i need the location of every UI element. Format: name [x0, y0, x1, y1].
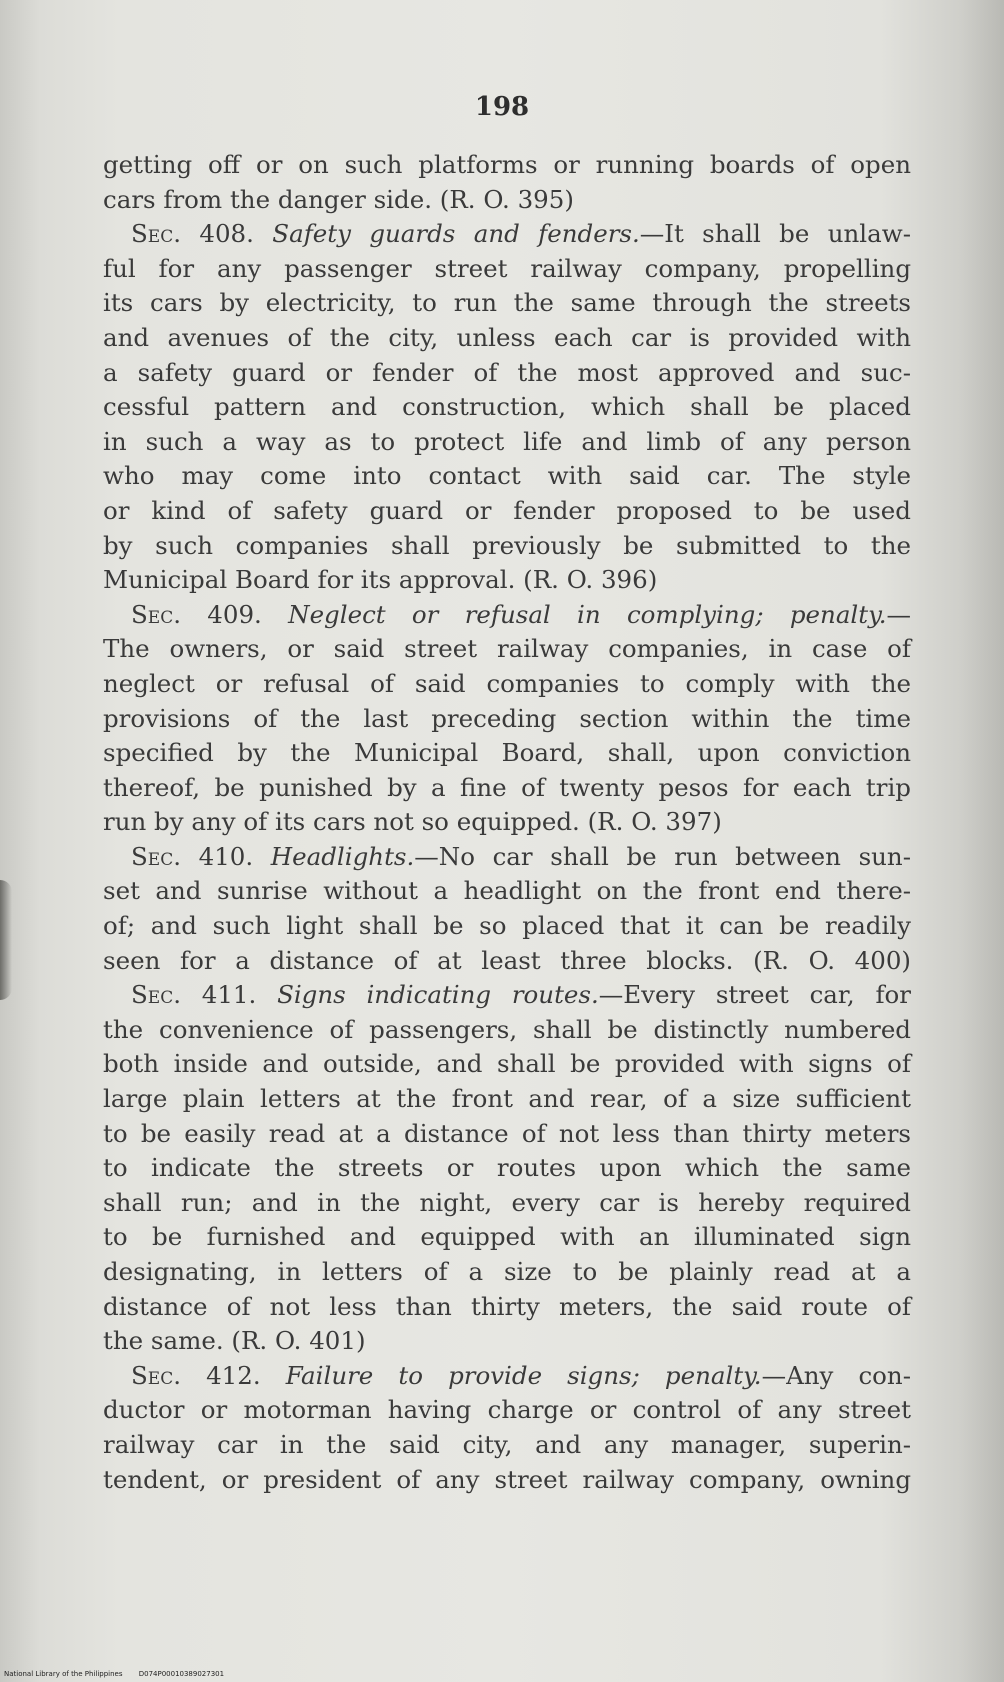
line-text: large plain letters at the front and rear, of a size sufficient: [103, 1084, 911, 1114]
text-line: [103, 217, 911, 252]
text-line: [103, 978, 911, 1013]
text-line: [103, 252, 911, 287]
text-line: [103, 563, 911, 598]
line-text: designating, in letters of a size to be plainly read at a: [103, 1257, 911, 1286]
text-line: [103, 840, 911, 875]
text-line: [103, 632, 911, 667]
line-text: ductor or motorman having charge or control of any street: [103, 1395, 911, 1425]
text-line: [103, 805, 911, 840]
line-text: tendent, or president of any street railway company, owning: [103, 1464, 911, 1494]
text-line: [103, 286, 911, 321]
text-line: [103, 529, 911, 564]
text-line: [103, 390, 911, 425]
line-text: by such companies shall previously be submitted to the: [103, 530, 911, 560]
text-line: [103, 148, 911, 183]
line-text: provisions of the last preceding section within the time: [103, 703, 911, 733]
text-line: [103, 183, 911, 218]
line-text: —It shall be unlaw-: [639, 219, 911, 249]
section-number: Sec. 412.: [131, 1360, 286, 1390]
line-text: railway car in the said city, and any manager, superin-: [103, 1429, 911, 1459]
line-text: cessful pattern and construction, which shall be placed: [103, 392, 911, 422]
text-line: [103, 1428, 911, 1463]
text-line: [103, 1151, 911, 1186]
text-line: [103, 667, 911, 702]
line-text: distance of not less than thirty meters, the said route of: [103, 1291, 911, 1321]
line-text: cars from the danger side. (R. O. 395): [103, 184, 574, 214]
text-line: [103, 356, 911, 391]
line-text: specified by the Municipal Board, shall, upon conviction: [103, 738, 911, 768]
text-line: [103, 459, 911, 494]
section-number: Sec. 410.: [131, 841, 271, 871]
section-number: Sec. 409.: [131, 599, 289, 629]
text-line: [103, 1324, 911, 1359]
line-text: to be furnished and equipped with an illuminated sign: [103, 1222, 911, 1252]
line-text: the same. (R. O. 401): [103, 1326, 366, 1356]
line-text: to be easily read at a distance of not less than thirty meters: [103, 1118, 911, 1148]
section-heading: Headlights.: [270, 841, 415, 871]
text-line: [103, 1359, 911, 1394]
text-line: [103, 1463, 911, 1498]
text-line: [103, 771, 911, 806]
text-line: [103, 944, 911, 979]
text-line: [103, 425, 911, 460]
line-text: in such a way as to protect life and limb of any person: [103, 426, 911, 456]
text-line: [103, 1255, 911, 1290]
text-line: [103, 1220, 911, 1255]
text-line: [103, 1082, 911, 1117]
line-text: thereof, be punished by a fine of twenty pesos for each trip: [103, 772, 911, 802]
line-text: and avenues of the city, unless each car is provided with: [103, 322, 911, 352]
line-text: run by any of its cars not so equipped. (R. O. 397): [103, 807, 722, 837]
line-text: —: [886, 599, 911, 629]
text-line: [103, 1186, 911, 1221]
footer-library: National Library of the Philippines: [4, 1670, 123, 1678]
text-line: [103, 1393, 911, 1428]
line-text: The owners, or said street railway companies, in case of: [103, 634, 911, 664]
text-line: [103, 909, 911, 944]
line-text: —Any con-: [761, 1360, 911, 1390]
page-number: 198: [474, 92, 530, 122]
line-text: —Every street car, for: [598, 980, 911, 1010]
line-text: who may come into contact with said car. The style: [103, 461, 911, 491]
line-text: to indicate the streets or routes upon which the same: [103, 1153, 911, 1183]
line-text: the convenience of passengers, shall be distinctly numbered: [103, 1014, 911, 1044]
text-line: [103, 1047, 911, 1082]
line-text: or kind of safety guard or fender proposed to be used: [103, 495, 911, 525]
section-heading: Safety guards and fenders.: [272, 219, 640, 249]
line-text: getting off or on such platforms or running boards of open: [103, 150, 911, 179]
text-line: [103, 1117, 911, 1152]
line-text: Municipal Board for its approval. (R. O. 396): [103, 565, 658, 595]
line-text: ful for any passenger street railway company, propelling: [103, 253, 911, 283]
binding-shadow: [0, 880, 12, 1000]
text-line: [103, 598, 911, 633]
line-text: a safety guard or fender of the most approved and suc-: [103, 357, 911, 387]
line-text: neglect or refusal of said companies to comply with the: [103, 668, 911, 698]
section-heading: Neglect or refusal in complying; penalty.: [288, 599, 887, 629]
line-text: set and sunrise without a headlight on the front end there-: [103, 876, 911, 906]
text-line: [103, 321, 911, 356]
line-text: —No car shall be run between sun-: [414, 841, 911, 871]
text-line: [103, 1290, 911, 1325]
text-line: [103, 874, 911, 909]
section-number: Sec. 408.: [131, 219, 273, 249]
text-line: [103, 702, 911, 737]
body-text: [103, 148, 911, 1497]
line-text: shall run; and in the night, every car is hereby required: [103, 1187, 911, 1217]
text-line: [103, 736, 911, 771]
scan-footer: [4, 1670, 238, 1678]
line-text: both inside and outside, and shall be provided with signs of: [103, 1049, 911, 1079]
section-heading: Signs indicating routes.: [277, 980, 599, 1010]
section-number: Sec. 411.: [131, 980, 278, 1010]
line-text: of; and such light shall be so placed that it can be readily: [103, 911, 911, 941]
text-line: [103, 1013, 911, 1048]
line-text: its cars by electricity, to run the same through the streets: [103, 288, 911, 318]
footer-code: D074P00010389027301: [138, 1670, 225, 1678]
text-line: [103, 494, 911, 529]
section-heading: Failure to provide signs; penalty.: [285, 1360, 762, 1390]
line-text: seen for a distance of at least three blocks. (R. O. 400): [103, 945, 911, 975]
